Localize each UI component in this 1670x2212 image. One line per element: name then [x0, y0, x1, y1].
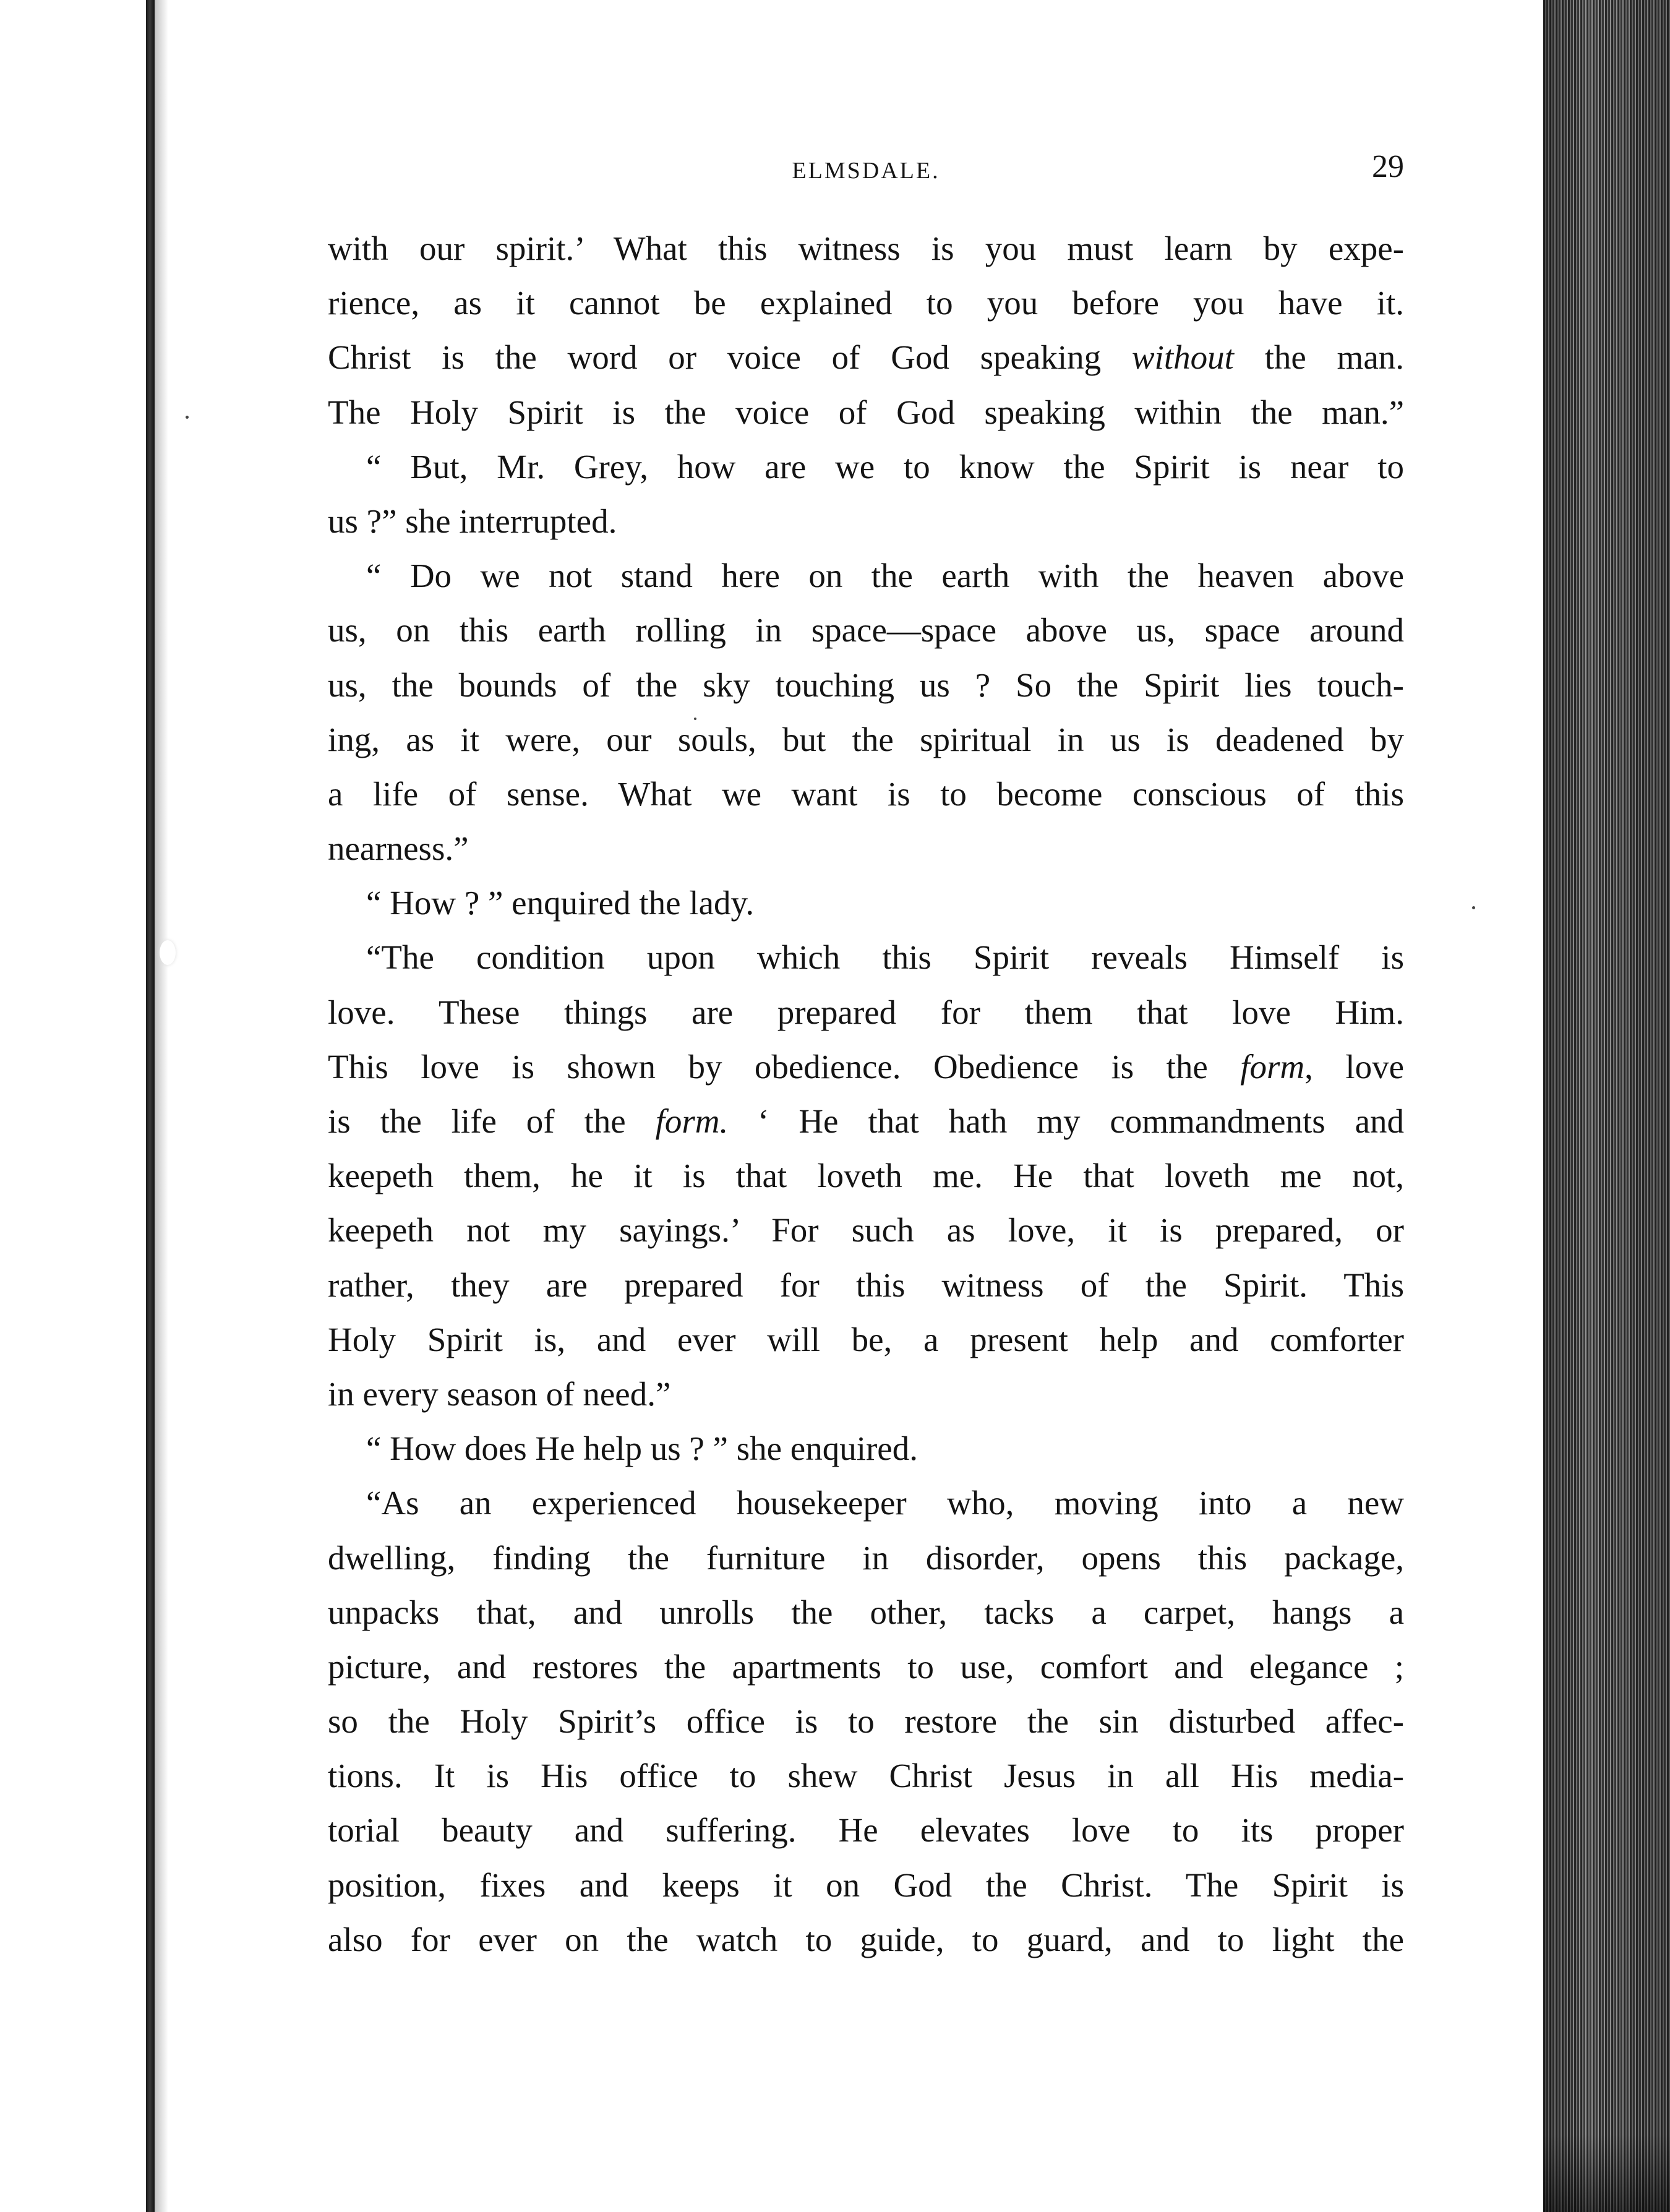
text-line-start: Christ is the word or voice of God speaking [328, 338, 1132, 377]
text-line-end: , love [1304, 1047, 1404, 1086]
text-line: rather, they are prepared for this witness of the Spirit. This [328, 1266, 1404, 1304]
text-line: “ Do we not stand here on the earth with the heaven above [366, 557, 1404, 595]
text-line: love. These things are prepared for them that love Him. [328, 993, 1404, 1031]
text-line: The Holy Spirit is the voice of God speaking within the man.” [328, 393, 1404, 431]
text-line [328, 1040, 1404, 1094]
book-spine-gutter [146, 0, 155, 2212]
text-line: picture, and restores the apartments to use, comfort and elegance ; [328, 1647, 1404, 1686]
text-line: us ?” she interrupted. [328, 502, 617, 540]
text-line: keepeth not my sayings.’ For such as love, it is prepared, or [328, 1211, 1404, 1250]
text-line-start: is the life of the [328, 1102, 656, 1140]
text-line-end: ‘ He that hath my commandments and [728, 1102, 1404, 1140]
text-line: a life of sense. What we want is to become conscious of this [328, 774, 1404, 813]
text-line: “ How does He help us ? ” she enquired. [366, 1430, 918, 1468]
gutter-shadow [155, 0, 168, 2212]
page-edges-shading [1543, 0, 1670, 2212]
text-line: position, fixes and keeps it on God the Christ. The Spirit is [328, 1866, 1404, 1904]
emphasis-text: without [1131, 338, 1234, 377]
page-number: 29 [1372, 149, 1404, 184]
page-edges-bottom-shadow [1543, 2134, 1670, 2212]
speck [186, 416, 189, 419]
text-line-end: the man. [1233, 338, 1404, 377]
text-line: unpacks that, and unrolls the other, tacks a carpet, hangs a [328, 1593, 1404, 1631]
text-line: us, the bounds of the sky touching us ? So the Spirit lies touch- [328, 666, 1404, 704]
text-line: Holy Spirit is, and ever will be, a present help and comforter [328, 1320, 1404, 1358]
text-line: in every season of need.” [328, 1374, 671, 1413]
text-line: tions. It is His office to shew Christ Jesus in all His media- [328, 1757, 1404, 1795]
text-line: with our spirit.’ What this witness is you must learn by expe- [328, 229, 1404, 267]
text-line: ing, as it were, our souls, but the spiritual in us is deadened by [328, 720, 1404, 758]
emphasis-text: form [1240, 1047, 1305, 1086]
body-text [328, 221, 1404, 1967]
text-line: also for ever on the watch to guide, to guard, and to light the [328, 1920, 1404, 1958]
speck [1472, 906, 1475, 909]
running-title: ELMSDALE. [792, 158, 940, 184]
right-margin [1512, 0, 1543, 2212]
text-line: dwelling, finding the furniture in disorder, opens this package, [328, 1538, 1404, 1577]
text-line: keepeth them, he it is that loveth me. He that loveth me not, [328, 1157, 1404, 1195]
text-line [328, 1094, 1404, 1149]
text-line: rience, as it cannot be explained to you before you have it. [328, 284, 1404, 322]
text-line [328, 330, 1404, 385]
text-line: torial beauty and suffering. He elevates love to its proper [328, 1811, 1404, 1850]
facing-page-margin [0, 0, 145, 2212]
text-line: “As an experienced housekeeper who, moving into a new [366, 1484, 1404, 1522]
text-line: “ How ? ” enquired the lady. [366, 884, 755, 922]
running-head [328, 148, 1404, 198]
text-line-start: This love is shown by obedience. Obedience is the [328, 1047, 1241, 1086]
text-line: “ But, Mr. Grey, how are we to know the Spirit is near to [366, 447, 1404, 486]
text-line: “The condition upon which this Spirit reveals Himself is [366, 938, 1404, 977]
text-line: us, on this earth rolling in space—space above us, space around [328, 611, 1404, 649]
emphasis-text: form. [655, 1102, 729, 1140]
paper-blemish [160, 940, 176, 965]
text-line: nearness.” [328, 830, 469, 868]
text-line: so the Holy Spirit’s office is to restore the sin disturbed affec- [328, 1702, 1404, 1741]
